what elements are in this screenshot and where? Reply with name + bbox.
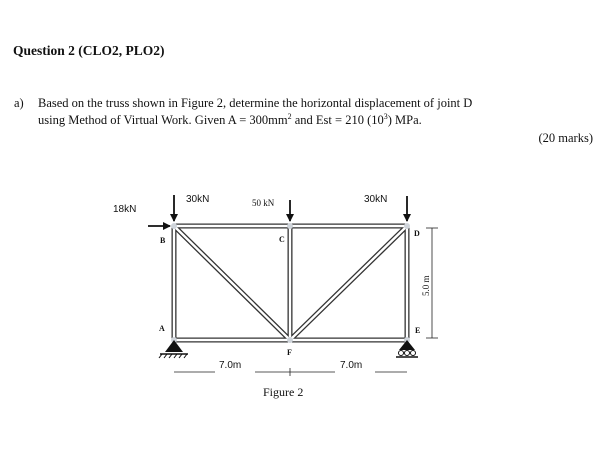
question-line-2: using Method of Virtual Work. Given $A = 300mm^2$ and Est = 210 $(10^3)$ MPa. bbox=[38, 112, 422, 128]
pin-support-A bbox=[159, 340, 188, 358]
load-label-vertical-B: 30kN bbox=[186, 194, 210, 205]
joint-F bbox=[287, 337, 293, 343]
joint-label-A: A bbox=[159, 324, 165, 333]
load-label-horizontal-B: 18kN bbox=[113, 204, 137, 215]
joint-D bbox=[404, 223, 410, 229]
dim-label-height: 5.0 m bbox=[421, 275, 431, 296]
question-title: Question 2 (CLO2, PLO2) bbox=[13, 43, 165, 58]
dim-label-right-span: 7.0m bbox=[340, 360, 363, 371]
part-label: a) bbox=[14, 96, 24, 110]
joint-label-F: F bbox=[287, 348, 292, 357]
roller-support-E bbox=[396, 340, 418, 357]
joint-C bbox=[287, 223, 293, 229]
joint-label-D: D bbox=[414, 229, 420, 238]
joint-label-B: B bbox=[160, 236, 166, 245]
joint-label-C: C bbox=[279, 235, 285, 244]
load-label-vertical-D: 30kN bbox=[364, 194, 388, 205]
load-label-vertical-C: 50 kN bbox=[252, 198, 275, 208]
figure-caption: Figure 2 bbox=[263, 385, 304, 399]
dim-label-left-span: 7.0m bbox=[219, 360, 242, 371]
joint-B bbox=[171, 223, 177, 229]
marks-label: (20 marks) bbox=[538, 131, 593, 145]
question-line-1: Based on the truss shown in Figure 2, determine the horizontal displacement of joint D bbox=[38, 96, 473, 110]
joint-label-E: E bbox=[415, 326, 421, 335]
